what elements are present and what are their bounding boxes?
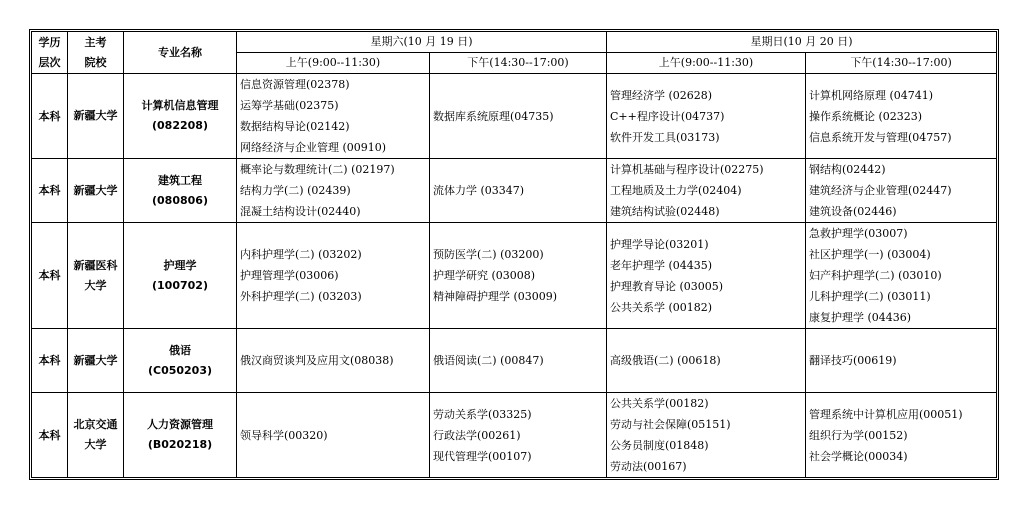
cell-sun-afternoon: [806, 159, 997, 223]
course-item: 社会学概论(00034): [809, 449, 908, 463]
course-item: 网络经济与企业管理 (00910): [240, 141, 387, 154]
row-school-line: 新疆医科: [73, 258, 118, 272]
row-major: [124, 223, 237, 329]
row-school-line: 大学: [84, 438, 107, 451]
course-item: 社区护理学(一) (03004): [809, 248, 931, 261]
cell-sat-afternoon: [430, 74, 607, 159]
cell-sat-afternoon: [430, 223, 607, 329]
course-item: 翻译技巧(00619): [809, 354, 897, 367]
course-item: 预防医学(二) (03200): [433, 248, 544, 261]
cell-sat-morning: [237, 159, 430, 223]
row-school: [68, 393, 124, 478]
cell-sun-morning: [607, 159, 806, 223]
course-item: 流体力学 (03347): [433, 184, 525, 197]
header-level-line1: 学历: [38, 35, 61, 49]
exam-schedule-table: [31, 31, 997, 478]
major-code: (100702): [152, 278, 208, 292]
course-item: 护理教育导论 (03005): [610, 279, 724, 293]
major-code: (B020218): [147, 438, 213, 451]
course-item: 公共关系学(00182): [610, 397, 709, 410]
course-item: 俄汉商贸谈判及应用文(08038): [240, 354, 394, 367]
cell-sat-morning: [237, 223, 430, 329]
course-item: 公务员制度(01848): [610, 439, 709, 452]
course-item: 运筹学基础(02375): [240, 99, 339, 112]
cell-sun-morning: [607, 74, 806, 159]
course-item: 康复护理学 (04436): [809, 311, 912, 324]
row-level: 本科: [32, 329, 68, 393]
header-school-line1: 主考: [84, 35, 107, 49]
header-level: [32, 32, 68, 74]
course-item: 管理经济学 (02628): [610, 88, 713, 102]
cell-sun-afternoon: [806, 223, 997, 329]
table-row: [32, 159, 997, 223]
major-code: (C050203): [147, 363, 213, 377]
major-name: 计算机信息管理: [141, 99, 219, 112]
header-sat-afternoon: 下午(14:30--17:00): [430, 53, 607, 74]
cell-sun-afternoon: [806, 74, 997, 159]
course-item: 护理学研究 (03008): [433, 269, 536, 282]
course-item: 精神障碍护理学 (03009): [433, 290, 558, 303]
course-item: 建筑结构试验(02448): [610, 205, 720, 218]
table-row: [32, 74, 997, 159]
header-sun-morning: 上午(9:00--11:30): [607, 53, 806, 74]
cell-sat-afternoon: [430, 393, 607, 478]
course-item: 俄语阅读(二) (00847): [433, 354, 544, 367]
course-item: 结构力学(二) (02439): [240, 184, 351, 197]
header-day-sunday: 星期日(10 月 20 日): [607, 32, 997, 53]
course-item: 护理学导论(03201): [610, 237, 709, 251]
row-major: [124, 159, 237, 223]
header-school: [68, 32, 124, 74]
row-school: 新疆大学: [68, 74, 124, 159]
major-name: 护理学: [163, 258, 197, 272]
course-item: 工程地质及土力学(02404): [610, 184, 742, 197]
row-level: 本科: [32, 223, 68, 329]
course-item: 劳动法(00167): [610, 460, 687, 473]
header-day-saturday: 星期六(10 月 19 日): [237, 32, 607, 53]
row-level: 本科: [32, 74, 68, 159]
course-item: 操作系统概论 (02323): [809, 109, 923, 123]
course-item: 混凝土结构设计(02440): [240, 205, 361, 218]
course-item: 儿科护理学(二) (03011): [809, 290, 931, 303]
course-item: 钢结构(02442): [809, 163, 886, 176]
major-name: 建筑工程: [158, 173, 202, 187]
course-item: 妇产科护理学(二) (03010): [809, 269, 942, 282]
row-level: 本科: [32, 159, 68, 223]
cell-sat-morning: [237, 393, 430, 478]
course-item: 数据库系统原理(04735): [433, 109, 554, 123]
schedule-body: [32, 74, 997, 478]
header-major: 专业名称: [124, 32, 237, 74]
course-item: 现代管理学(00107): [433, 449, 532, 463]
row-school: 新疆大学: [68, 159, 124, 223]
cell-sun-afternoon: [806, 329, 997, 393]
row-major: [124, 393, 237, 478]
cell-sat-afternoon: [430, 329, 607, 393]
course-item: 行政法学(00261): [433, 428, 521, 442]
header-school-line2: 院校: [84, 55, 107, 69]
cell-sun-morning: [607, 329, 806, 393]
major-code: (080806): [152, 193, 208, 207]
row-level: 本科: [32, 393, 68, 478]
course-item: 内科护理学(二) (03202): [240, 248, 362, 261]
course-item: 建筑经济与企业管理(02447): [809, 184, 952, 197]
course-item: 领导科学(00320): [240, 428, 328, 442]
row-school-line: 大学: [84, 278, 107, 292]
table-row: [32, 393, 997, 478]
course-item: 劳动关系学(03325): [433, 407, 532, 421]
row-school-line: 北京交通: [73, 418, 118, 431]
course-item: 管理系统中计算机应用(00051): [809, 407, 963, 421]
course-item: 概率论与数理统计(二) (02197): [240, 163, 395, 176]
table-row: [32, 329, 997, 393]
header-level-line2: 层次: [38, 55, 61, 69]
course-item: 外科护理学(二) (03203): [240, 290, 362, 303]
cell-sun-morning: [607, 393, 806, 478]
cell-sat-morning: [237, 329, 430, 393]
course-item: 急救护理学(03007): [809, 227, 908, 240]
cell-sat-afternoon: [430, 159, 607, 223]
course-item: 公共关系学 (00182): [610, 300, 713, 314]
header-sun-afternoon: 下午(14:30--17:00): [806, 53, 997, 74]
course-item: 劳动与社会保障(05151): [610, 418, 731, 431]
course-item: 高级俄语(二) (00618): [610, 354, 721, 367]
row-major: [124, 74, 237, 159]
course-item: 计算机基础与程序设计(02275): [610, 163, 764, 176]
course-item: 软件开发工具(03173): [610, 130, 720, 144]
major-name: 俄语: [169, 343, 191, 357]
major-name: 人力资源管理: [147, 418, 213, 431]
course-item: 老年护理学 (04435): [610, 258, 713, 272]
row-major: [124, 329, 237, 393]
course-item: 信息系统开发与管理(04757): [809, 130, 952, 144]
row-school: [68, 223, 124, 329]
course-item: 建筑设备(02446): [809, 205, 897, 218]
course-item: 组织行为学(00152): [809, 428, 908, 442]
header-sat-morning: 上午(9:00--11:30): [237, 53, 430, 74]
table-row: [32, 223, 997, 329]
cell-sun-afternoon: [806, 393, 997, 478]
cell-sun-morning: [607, 223, 806, 329]
course-item: C++程序设计(04737): [610, 109, 725, 123]
major-code: (082208): [152, 119, 208, 132]
row-school: 新疆大学: [68, 329, 124, 393]
course-item: 信息资源管理(02378): [240, 78, 350, 91]
course-item: 计算机网络原理 (04741): [809, 88, 934, 102]
cell-sat-morning: [237, 74, 430, 159]
course-item: 护理管理学(03006): [240, 269, 339, 282]
course-item: 数据结构导论(02142): [240, 120, 350, 133]
